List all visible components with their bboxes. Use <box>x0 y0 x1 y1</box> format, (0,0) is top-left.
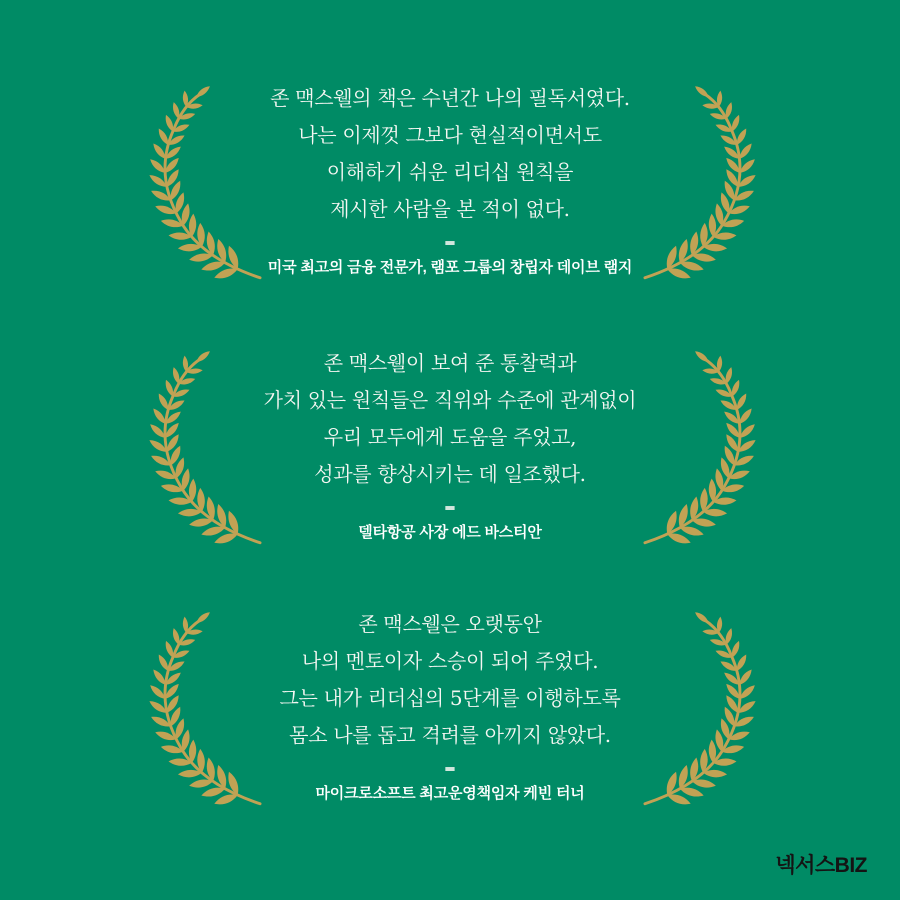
quote-line: 그는 내가 리더십의 5단계를 이행하도록 <box>279 686 621 710</box>
quote-line: 존 맥스웰의 책은 수년간 나의 필독서였다. <box>270 86 630 110</box>
quote-line: 존 맥스웰은 오랫동안 <box>358 612 542 636</box>
testimonial-attribution: 델타항공 사장 에드 바스티안 <box>358 524 542 541</box>
quote-line: 존 맥스웰이 보여 준 통찰력과 <box>323 351 577 375</box>
testimonial-section-2 <box>0 345 900 575</box>
testimonial-section-3 <box>0 606 900 836</box>
quote-line: 이해하기 쉬운 리더십 원칙을 <box>326 160 574 184</box>
quote-line: 가치 있는 원칙들은 직위와 수준에 관계없이 <box>263 388 637 412</box>
separator-dash: - <box>443 489 457 524</box>
testimonial-attribution: 미국 최고의 금융 전문가, 램포 그룹의 창립자 데이브 램지 <box>267 259 633 276</box>
testimonial-quote <box>0 345 900 493</box>
quote-line: 성과를 향상시키는 데 일조했다. <box>314 462 586 486</box>
testimonial-quote <box>0 80 900 228</box>
quote-line: 나의 멘토이자 스승이 되어 주었다. <box>301 649 599 673</box>
publisher-logo: 넥서스BIZ <box>775 854 867 877</box>
quote-line: 나는 이제껏 그보다 현실적이면서도 <box>298 123 602 147</box>
quote-line: 우리 모두에게 도움을 주었고, <box>323 425 577 449</box>
testimonial-attribution: 마이크로소프트 최고운영책임자 케빈 터너 <box>315 785 585 802</box>
separator-dash: - <box>443 224 457 259</box>
quote-line: 몸소 나를 돕고 격려를 아끼지 않았다. <box>289 723 611 747</box>
separator-dash: - <box>443 750 457 785</box>
testimonial-section-1 <box>0 80 900 310</box>
quote-line: 제시한 사람을 본 적이 없다. <box>330 197 570 221</box>
testimonial-quote <box>0 606 900 754</box>
